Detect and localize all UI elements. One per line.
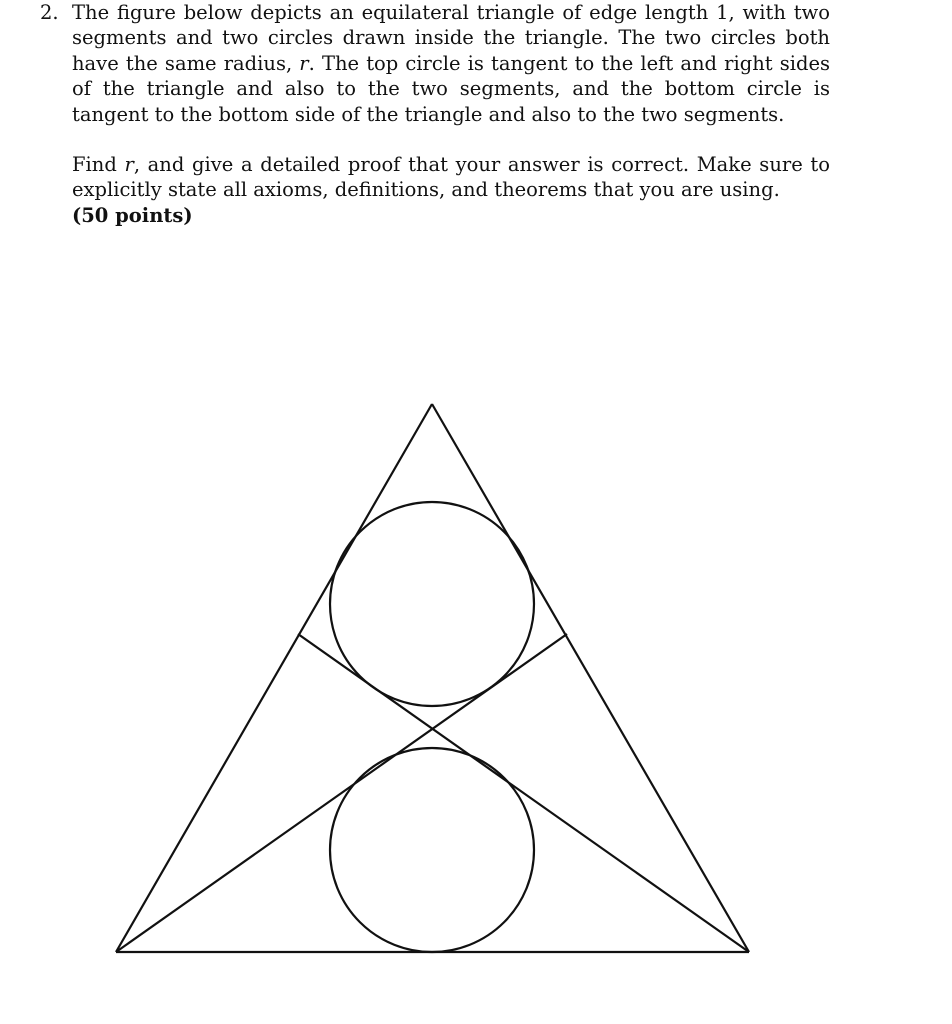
bottom-circle	[330, 748, 534, 952]
statement-text-2: . The top circle is tangent to the left and right sides of the triangle and also to the two segments, and the bottom circle is tangent to the bottom side of the triangle and also to the two segments.	[72, 51, 830, 126]
segment-from-right-side	[116, 634, 567, 952]
problem-body	[72, 0, 830, 228]
segment-from-left-side	[298, 634, 749, 952]
problem-task	[72, 152, 830, 228]
statement-text-1: The figure below depicts an equilateral triangle of edge length 1, with two segments and two circles drawn inside the triangle. The two circles both have the same radius,	[72, 1, 830, 75]
task-radius-variable: r	[124, 153, 134, 177]
points-label: (50 points)	[72, 203, 193, 227]
problem-number: 2.	[40, 1, 59, 24]
radius-variable: r	[299, 51, 309, 75]
task-text-2: , and give a detailed proof that your answer is correct. Make sure to explicitly state all axioms, definitions, and theorems that you are using.	[72, 153, 830, 202]
triangle-right-side	[432, 404, 749, 952]
problem-2	[40, 0, 830, 228]
top-circle	[330, 502, 534, 706]
triangle-left-side	[116, 404, 432, 952]
problem-statement	[72, 0, 830, 127]
task-text-1: Find	[72, 153, 125, 177]
